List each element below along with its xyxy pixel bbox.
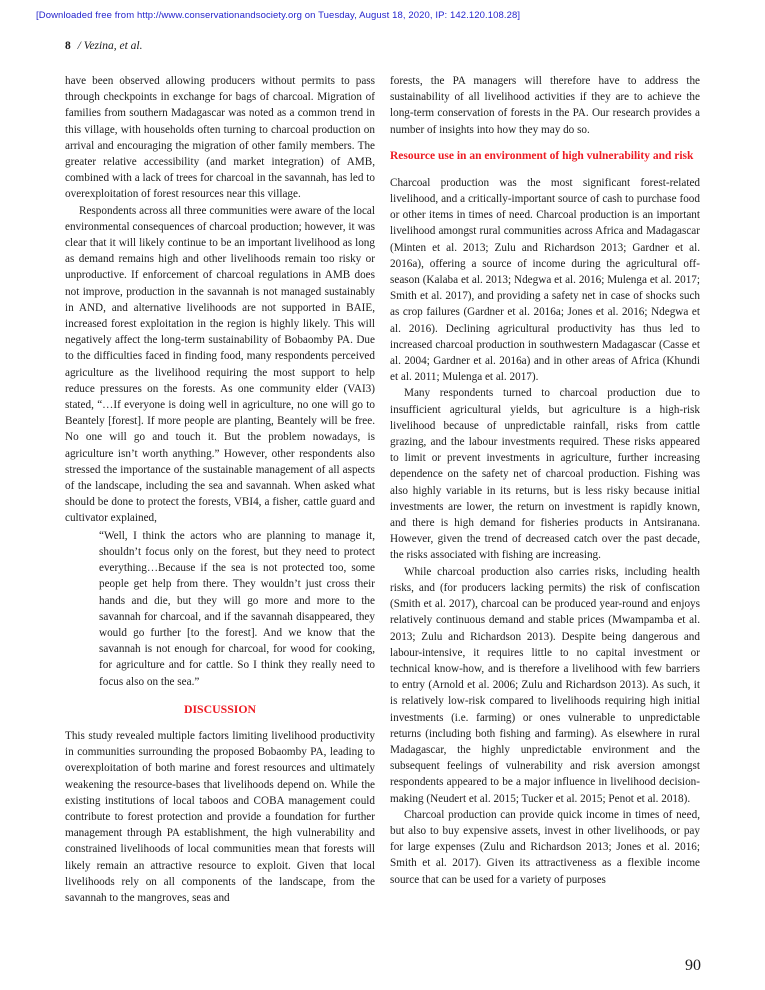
header-page-label: 8 [65,40,71,52]
two-column-body [65,73,701,906]
paragraph: This study revealed multiple factors limiting livelihood productivity in communities surrounding the proposed Bobaomby PA, leading to overexploitation of both marine and forest resources and ultimately weakening the resource-bases that livelihoods depend on. While the existing institutions of local taboos and COBA management could contribute to forest protection and provide a foundation for further management through PA establishment, the high vulnerability and constrained livelihoods of local communities mean that forests will likely remain an attractive resource to exploit. Given that local livelihoods rely on all components of the landscape, from the savannah to the mangroves, seas and [65,729,375,904]
header-authors: / Vezina, et al. [77,40,143,52]
paragraph: Charcoal production was the most significant forest-related livelihood, and a critically-important source of cash to purchase food or other items in times of need. Charcoal production is an important livelihood amongst rural communities across Africa and Madagascar (Minten et al. 2013; Zulu and Richardson 2013; Gardner et al. 2016a), offering a source of income during the agricultural off-season (Kalaba et al. 2013; Ndegwa et al. 2016; Mulenga et al. 2017; Smith et al. 2017), and providing a safety net in case of shocks such as crop failures (Gardner et al. 2016a; Jones et al. 2016; Ndegwa et al. 2016). Declining agricultural productivity has thus led to increased charcoal production in southwestern Madagascar (Casse et al. 2004; Gardner et al. 2016a) and in other areas of Africa (Khundi et al. 2011; Mulenga et al. 2017). [390,176,700,384]
running-header [65,40,142,52]
page-number: 90 [685,957,701,974]
block-quote: “Well, I think the actors who are planning to manage it, shouldn’t focus only on the forest, but they need to protect everything…Because if the sea is not protected too, some people get help from there. They wouldn’t just cross their hands and die, but they will go more and more to the savannah for charcoal, and if the savannah disappeared, they would go further [to the forest]. And we know that the savannah is not enough for charcoal, for wood for cooking, for agriculture and for cattle. So I think they really need to focus also on the sea.” [99,529,375,688]
download-stamp: [Downloaded free from http://www.conservationandsociety.org on Tuesday, August 18, 2020, IP: 142.120.108.28] [36,10,521,21]
paragraph: Charcoal production can provide quick income in times of need, but also to buy expensive assets, invest in other livelihoods, or pay for large expenses (Zulu and Richardson 2013; Jones et al. 2016; Smith et al. 2017). Given its attractiveness as a flexible income source that can be used for a variety of purposes [390,808,700,886]
paragraph: While charcoal production also carries risks, including health risks, and (for producers lacking permits) the risk of confiscation (Smith et al. 2017), charcoal can be produced year-round and enjoys relatively continuous demand and stable prices (Mwampamba et al. 2013; Zulu and Richardson 2013). Despite being dangerous and labour-intensive, it requires little to no capital investment or technical know-how, and is therefore a livelihood with few barriers to entry (Arnold et al. 2006; Zulu and Richardson 2013). As such, it is relatively low-risk compared to livelihoods requiring high initial investments (i.e. farming) or ones vulnerable to unpredictable returns (including both fishing and farming). As elsewhere in rural Madagascar, the highly unpredictable environment and the subsequent feelings of vulnerability and risk aversion amongst respondents appeared to be a major influence in livelihood decision-making (Neudert et al. 2015; Tucker et al. 2015; Penot et al. 2018). [390,565,700,805]
left-column [65,73,375,906]
paragraph: Respondents across all three communities were aware of the local environmental consequences of charcoal production; however, it was clear that it will likely continue to be an important livelihood as long as demand remains high and other livelihoods remain too risky or unproductive. If enforcement of charcoal regulations in AMB does not improve, production in the savannah is not managed sustainably in AND, and alternative livelihoods are not supported in BAIE, increased forest exploitation in the region is highly likely. This will negatively affect the long-term sustainability of Bobaomby PA. Due to the difficulties faced in finding food, many respondents perceived agriculture as the livelihood requiring the most support to help reduce pressures on the forests. As one community elder (VAI3) stated, “…If everyone is doing well in agriculture, no one will go to Beantely [forest]. If more people are planting, Beantely will be free. No one will go and touch it. But the problem nowadays, is agriculture isn’t worth anything.” However, other respondents also stressed the importance of the sustainable management of all aspects of the landscape, including the sea and savannah. When asked what should be done to protect the forests, VBI4, a fisher, cattle guard and cultivator explained, [65,204,375,525]
paragraph: forests, the PA managers will therefore have to address the sustainability of all livelihood activities if they are to achieve the long-term conservation of forests in the PA. Our research provides a number of insights into how they may do so. [390,75,700,136]
discussion-heading: DISCUSSION [183,701,257,716]
section-heading: Resource use in an environment of high vulnerability and risk [390,149,694,162]
paragraph: Many respondents turned to charcoal production due to insufficient agricultural yields, but agriculture is a high-risk livelihood because of unpredictable rainfall, risks from cattle grazing, and the labour investments required. These risks appeared to limit or prevent investments in agriculture, further increasing dependence on the safety net of charcoal production. Fishing was also highly variable in its returns, but is less risky because initial investments are lower, the return on investment is rapidly known, and there is high demand for fisheries products in Antsiranana. However, given the trend of decreased catch over the past decade, the risks associated with fishing are increasing. [390,387,700,562]
paragraph: have been observed allowing producers without permits to pass through checkpoints in exchange for bags of charcoal. Migration of families from southern Madagascar was noted as a common trend in this village, with households often turning to charcoal production on arrival and encouraging the migration of other family members. The greater relative accessibility (and market integration) of AMB, combined with a lack of trees for charcoal in the savannah, has led to overexploitation of forest resources near this village. [65,75,375,201]
right-column [390,73,700,906]
